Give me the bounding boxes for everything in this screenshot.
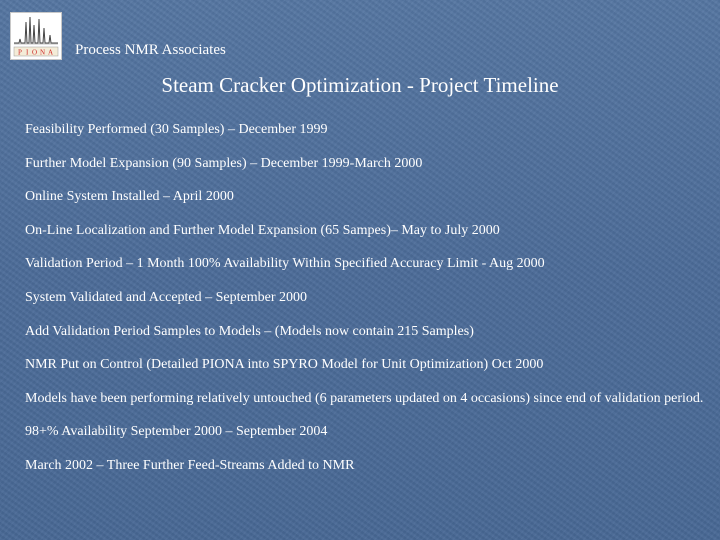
logo-letter: N [40,48,46,57]
logo-letter: A [48,48,54,57]
timeline-list [25,121,715,491]
timeline-item: Models have been performing relatively untouched (6 parameters updated on 4 occasions) since end of validation period. [25,390,704,406]
piona-nmr-spectrum-logo-icon [11,13,61,59]
slide-title: Steam Cracker Optimization - Project Timeline [161,73,559,97]
timeline-item: Feasibility Performed (30 Samples) – December 1999 [25,122,328,137]
timeline-item: On-Line Localization and Further Model Expansion (65 Sampes)– May to July 2000 [25,222,500,238]
logo-letter: O [32,48,38,57]
timeline-item: Add Validation Period Samples to Models – (Models now contain 215 Samples) [25,323,474,339]
logo-letter: I [26,48,29,57]
timeline-item: NMR Put on Control (Detailed PIONA into SPYRO Model for Unit Optimization) Oct 2000 [25,357,544,373]
timeline-item: Validation Period – 1 Month 100% Availability Within Specified Accuracy Limit - Aug 2000 [25,256,545,272]
company-name: Process NMR Associates [75,42,226,58]
timeline-item: Online System Installed – April 2000 [25,189,234,205]
timeline-item: Further Model Expansion (90 Samples) – December 1999-March 2000 [25,155,423,171]
company-logo [10,12,62,60]
timeline-item: System Validated and Accepted – September 2000 [25,289,308,305]
timeline-item: 98+% Availability September 2000 – September 2004 [25,424,328,440]
logo-letter: P [18,48,22,57]
timeline-item: March 2002 – Three Further Feed-Streams Added to NMR [25,457,355,473]
